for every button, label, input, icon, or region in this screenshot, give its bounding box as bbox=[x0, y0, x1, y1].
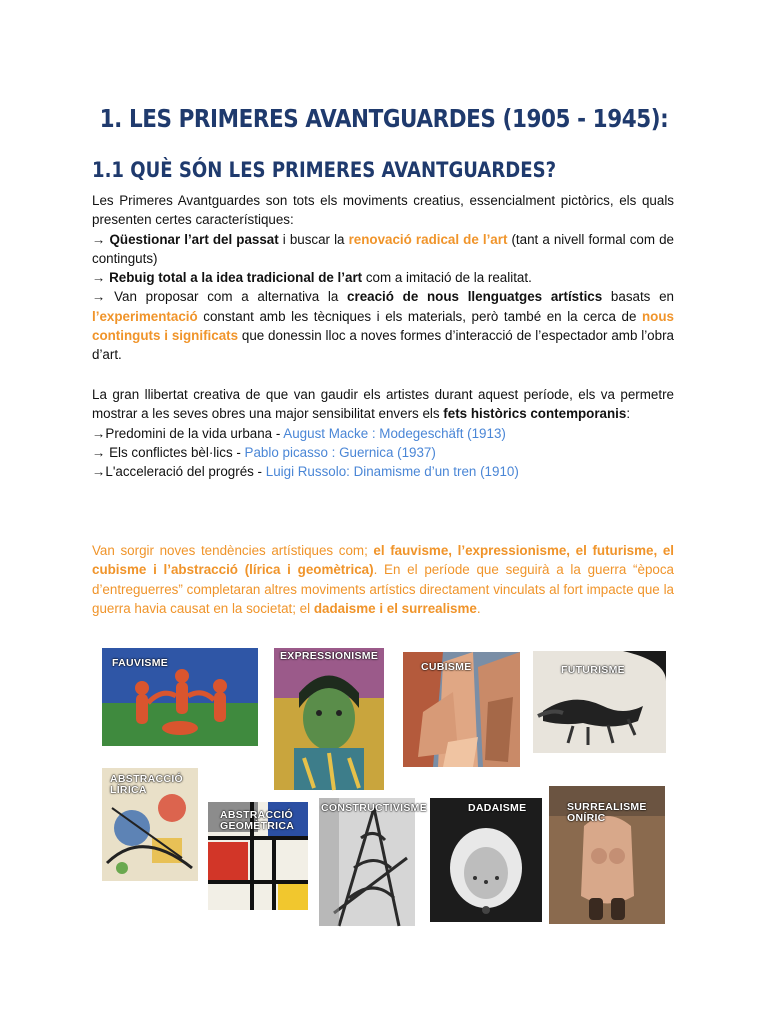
historical-item-progress: →L'acceleració del progrés - Luigi Russolo: Dinamisme d’un tren (1910) bbox=[92, 464, 519, 480]
artwork-label: FAUVISME bbox=[112, 657, 169, 669]
characteristic-2: → Rebuig total a la idea tradicional de l’art com a imitació de la realitat. bbox=[92, 270, 532, 286]
characteristic-1: → Qüestionar l’art del passat i buscar la renovació radical de l’art (tant a nivell formal com de continguts) bbox=[92, 231, 674, 266]
historical-item-war: → Els conflictes bèl·lics - Pablo picasso : Guernica (1937) bbox=[92, 444, 436, 460]
paragraph-characteristics bbox=[92, 191, 674, 365]
dadaisme-photo bbox=[430, 798, 542, 922]
artwork-label: ABSTRACCIÓ LÍRICA bbox=[110, 773, 183, 796]
artwork-label: ABSTRACCIÓ GEOMÈTRICA bbox=[220, 809, 295, 832]
artwork-label: FUTURISME bbox=[561, 664, 625, 676]
artwork-label: SURREALISME ONÍRIC bbox=[567, 801, 647, 824]
artwork-futurisme bbox=[533, 651, 666, 753]
historical-intro: La gran llibertat creativa de que van gaudir els artistes durant aquest període, els va permetre mostrar a les seves obres una major sensibilitat envers els fets històrics contemporanis: bbox=[92, 387, 674, 422]
expressionisme-painting bbox=[274, 648, 384, 790]
paragraph-historical bbox=[92, 385, 674, 481]
historical-item-urban: →Predomini de la vida urbana - August Macke : Modegeschäft (1913) bbox=[92, 425, 506, 441]
artwork-cubisme bbox=[403, 652, 520, 767]
link-august-macke[interactable]: August Macke : Modegeschäft (1913) bbox=[283, 425, 506, 441]
artwork-label: CUBISME bbox=[421, 661, 472, 673]
paragraph-tendencies: Van sorgir noves tendències artístiques com; el fauvisme, l’expressionisme, el futurisme, el cubisme i l’abstracció (lírica i geomètrica). En el període que seguirà a la guerra “època d’entreguerres” completaran altres moviments artístics directament vinculats al fort impacte que la guerra havia causat en la societat; el dadaisme i el surrealisme. bbox=[92, 543, 674, 616]
artwork-abstraccio-geometrica bbox=[208, 802, 308, 910]
artwork-abstraccio-lirica bbox=[102, 768, 198, 881]
link-russolo-dinamisme[interactable]: Luigi Russolo: Dinamisme d’un tren (1910) bbox=[265, 464, 519, 480]
constructivisme-photo bbox=[319, 798, 415, 926]
artwork-surrealisme-oniric bbox=[549, 786, 665, 924]
artwork-label: EXPRESSIONISME bbox=[280, 650, 379, 662]
artwork-constructivisme bbox=[319, 798, 428, 926]
page-title: 1. LES PRIMERES AVANTGUARDES (1905 - 1945): bbox=[99, 104, 669, 133]
artwork-dadaisme bbox=[430, 798, 542, 922]
intro-text: Les Primeres Avantguardes son tots els moviments creatius, essencialment pictòrics, els quals presenten certes característiques: bbox=[92, 193, 674, 228]
link-picasso-guernica[interactable]: Pablo picasso : Guernica (1937) bbox=[244, 444, 436, 460]
characteristic-3: → Van proposar com a alternativa la creació de nous llenguatges artístics basats en l’experimentació constant amb les tècniques i els materials, però també en la cerca de nous continguts i significats que donessin lloc a noves formes d’interacció de l’espectador amb l’obra d’art. bbox=[92, 289, 674, 363]
artwork-label: CONSTRUCTIVISME bbox=[321, 802, 428, 814]
artwork-fauvisme bbox=[102, 648, 258, 746]
section-heading: 1.1 QUÈ SÓN LES PRIMERES AVANTGUARDES? bbox=[92, 158, 557, 182]
artwork-label: DADAISME bbox=[468, 802, 527, 814]
artwork-expressionisme bbox=[274, 648, 384, 790]
